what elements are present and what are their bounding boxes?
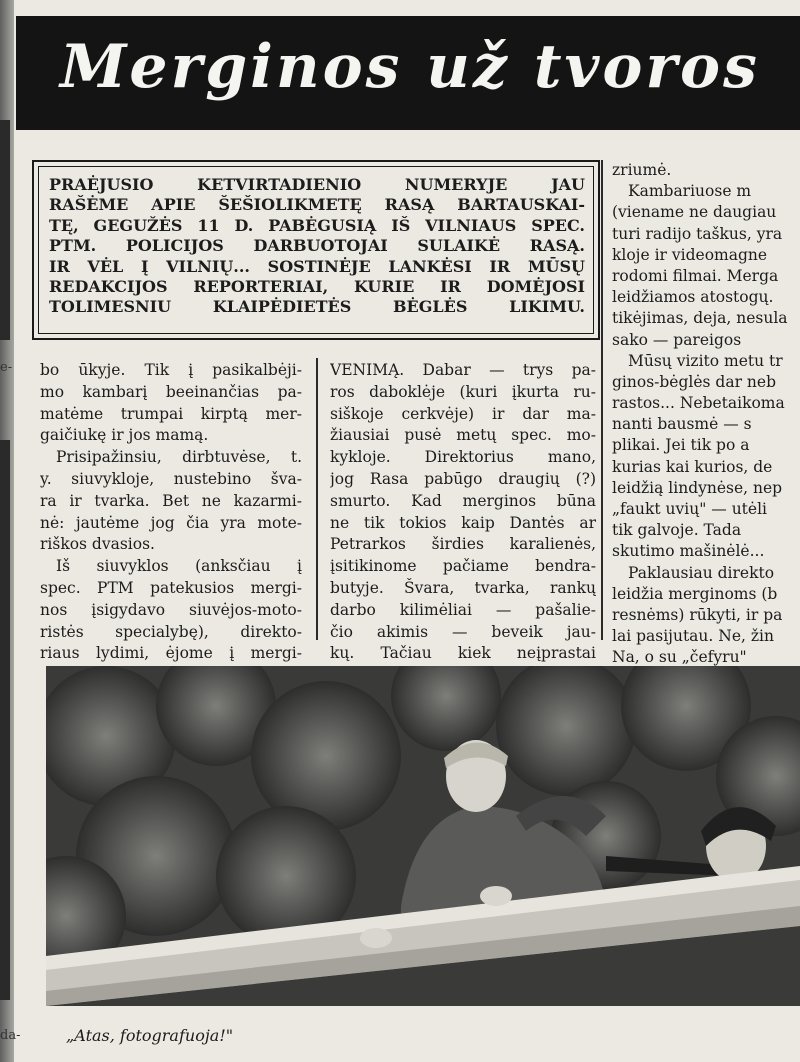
article-column-1 [40,360,302,665]
column-rule [316,358,318,640]
photo-image [46,666,800,1006]
lead-line: RAŠĖME APIE ŠEŠIOLIKMETĘ RASĄ BARTAUSKAI- [49,195,585,215]
text-line: čio akimis — beveik jau- [330,622,596,641]
text-line: žiausiai pusė metų spec. mo- [330,426,596,445]
lead-text [38,166,594,334]
text-line: gaičiukę ir jos mamą. [40,426,209,445]
text-line: rodomi filmai. Merga [612,266,779,285]
text-line: ros daboklėje (kuri įkurta ru- [330,382,596,401]
text-line: Mūsų vizito metu tr [628,351,783,370]
previous-page-edge [0,0,14,1062]
text-line: y. siuvykloje, nustebino šva- [40,469,302,488]
article-column-2 [330,360,596,665]
column-rule [601,160,603,640]
text-line: mo kambarį beeinančias pa- [40,382,302,401]
text-line: ginos-bėglės dar neb [612,372,776,391]
text-line: ristės specialybę), direkto- [40,622,302,641]
text-line: zriumė. [612,161,672,179]
lead-line: REDAKCIJOS REPORTERIAI, KURIE IR DOMĖJOSI [49,276,585,296]
text-line: resnėms) rūkyti, ir pa [612,605,783,624]
text-line: kykloje. Direktorius mano, [330,448,596,467]
text-line: riaus lydimi, ėjome į mergi- [40,644,302,663]
gutter-fragment-top: e- [0,360,13,375]
text-line: kų. Tačiau kiek neįprastai [330,644,596,663]
text-line: lai pasijutau. Ne, žin [612,627,774,646]
text-line: sako — pareigos [612,330,742,349]
text-line: tik galvoje. Tada [612,521,742,540]
text-line: skutimo mašinėlė... [612,542,765,561]
lead-box [32,160,600,340]
text-line: spec. PTM patekusios mergi- [40,578,302,597]
text-line: „faukt uvių" — utėli [612,500,767,518]
headline-banner [16,16,800,130]
text-line: jog Rasa pabūgo draugių (?) [330,469,596,488]
text-line: leidžiamos atostogų. [612,288,774,307]
text-line: siškoje cerkvėje) ir dar ma- [330,404,596,423]
text-line: įsitikinome pačiame bendra- [330,557,596,576]
lead-line: IR VĖL Į VILNIŲ... SOSTINĖJE LANKĖSI IR MŪSŲ [49,256,585,276]
text-line: riškos dvasios. [40,535,155,554]
text-line: nanti bausmė — s [612,415,752,434]
text-line: leidžią lindynėse, nep [612,478,783,497]
text-line: leidžia merginoms (b [612,584,778,603]
news-photo [46,666,800,1006]
text-line: butyje. Švara, tvarka, rankų [330,578,596,597]
text-line: Paklausiau direkto [628,563,775,582]
text-line: kurias kai kurios, de [612,457,773,476]
text-line: darbo kilimėliai — pašalie- [330,600,596,619]
gutter-fragment-bottom: da- [0,1028,21,1043]
text-line: Petrarkos širdies karalienės, [330,535,596,554]
photo-caption: „Atas, fotografuoja!" [66,1026,234,1045]
text-line: matėme trumpai kirptą mer- [40,404,302,423]
text-line: Kambariuose m [628,182,752,201]
text-line: Prisipažinsiu, dirbtuvėse, t. [56,448,302,467]
text-line: Iš siuvyklos (anksčiau į [56,557,302,576]
text-line: plikai. Jei tik po a [612,436,750,455]
text-line: (viename ne daugiau [612,203,777,222]
article-column-3 [612,160,800,669]
text-line: ne tik tokios kaip Dantės ar [330,513,596,532]
text-line: Na, o su „čefyru" [612,648,747,667]
lead-line: TOLIMESNIU KLAIPĖDIETĖS BĖGLĖS LIKIMU. [49,297,585,317]
lead-line: PTM. POLICIJOS DARBUOTOJAI SULAIKĖ RASĄ. [49,236,585,256]
text-line: bo ūkyje. Tik į pasikalbėji- [40,361,302,379]
lead-line: TĘ, GEGUŽĖS 11 D. PABĖGUSIĄ IŠ VILNIAUS SPEC. [49,215,585,235]
text-line: nos įsigydavo siuvėjos-moto- [40,600,302,619]
text-line: rastos... Nebetaikoma [612,394,785,413]
text-line: ra ir tvarka. Bet ne kazarmi- [40,491,302,510]
text-line: VENIMĄ. Dabar — trys pa- [330,361,596,379]
text-line: tikėjimas, deja, nesula [612,309,788,328]
text-line: nė: jautėme jog čia yra mote- [40,513,302,532]
text-line: turi radijo taškus, yra [612,224,783,243]
text-line: kloje ir videomagne [612,245,768,264]
lead-line: PRAĖJUSIO KETVIRTADIENIO NUMERYJE JAU [49,175,585,194]
text-line: smurto. Kad merginos būna [330,491,596,510]
headline: Merginos už tvoros [60,32,760,102]
